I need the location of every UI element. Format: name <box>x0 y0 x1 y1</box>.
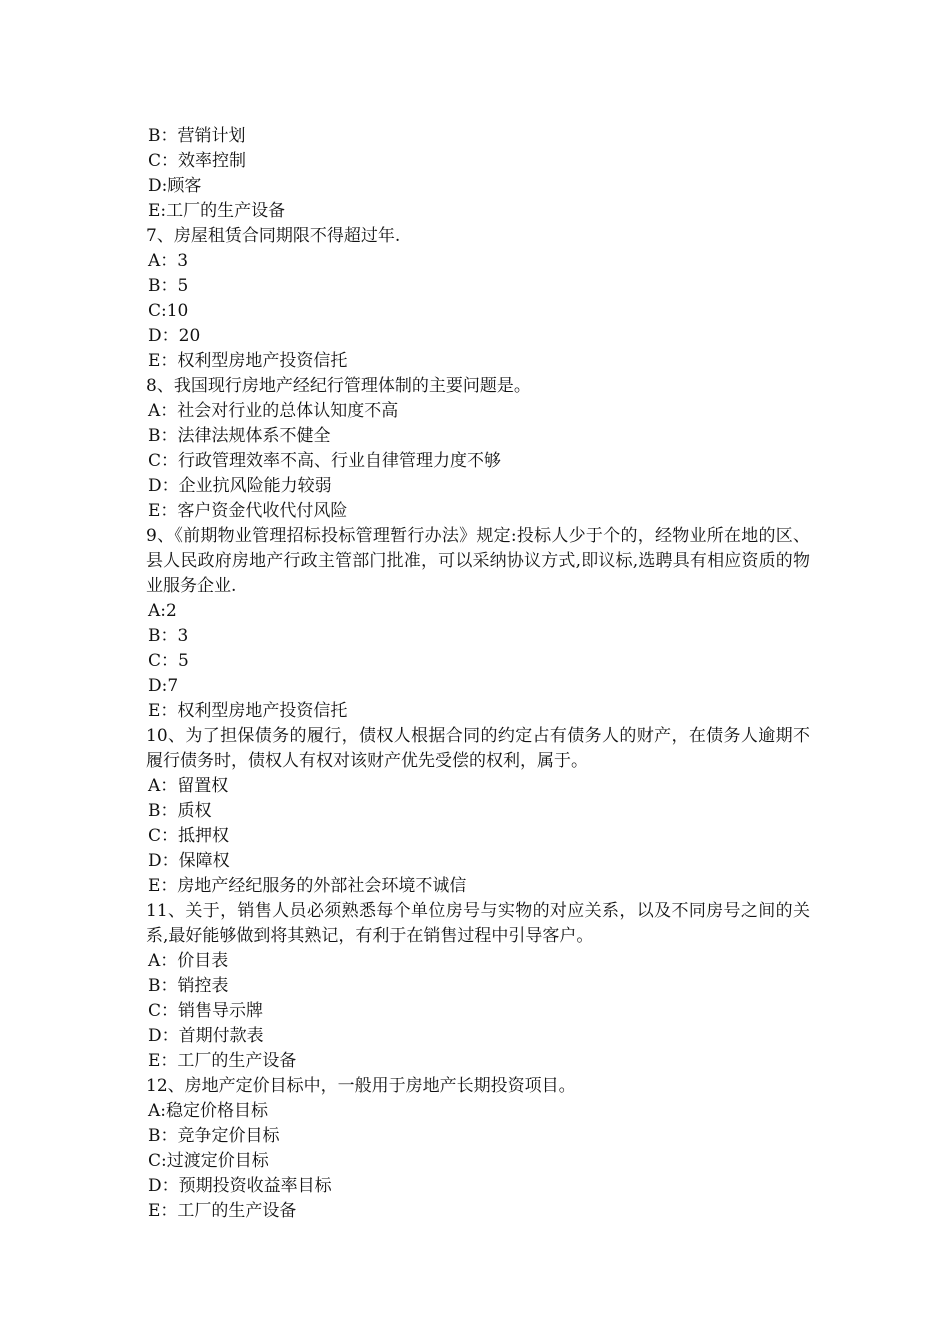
option-line: E：房地产经纪服务的外部社会环境不诚信 <box>148 876 467 896</box>
question-9-text: 9、《前期物业管理招标投标管理暂行办法》规定:投标人少于个的，经物业所在地的区、县人民政府房地产行政主管部门批准，可以采纳协议方式,即议标,选聘具有相应资质的物业服务企业. <box>146 526 810 596</box>
option-line: C：销售导示牌 <box>148 1001 264 1021</box>
option-line: A：价目表 <box>148 951 229 971</box>
option-line: D：20 <box>148 326 201 346</box>
question-11-text: 11、关于，销售人员必须熟悉每个单位房号与实物的对应关系，以及不同房号之间的关系,最好能够做到将其熟记，有利于在销售过程中引导客户。 <box>146 901 810 946</box>
option-line: B：法律法规体系不健全 <box>148 426 331 446</box>
option-line: C:过渡定价目标 <box>148 1151 269 1171</box>
option-line: E：客户资金代收代付风险 <box>148 501 348 521</box>
option-line: E：工厂的生产设备 <box>148 1201 297 1221</box>
option-line: A:2 <box>148 601 177 621</box>
question-7-text: 7、房屋租赁合同期限不得超过年. <box>146 226 401 246</box>
question-10-text: 10、为了担保债务的履行，债权人根据合同的约定占有债务人的财产，在债务人逾期不履行债务时，债权人有权对该财产优先受偿的权利，属于。 <box>146 726 810 771</box>
option-line: A：留置权 <box>148 776 229 796</box>
option-line: D：保障权 <box>148 851 230 871</box>
option-line: A：社会对行业的总体认知度不高 <box>148 401 399 421</box>
option-line: A：3 <box>148 251 189 271</box>
option-line: B：3 <box>148 626 189 646</box>
option-line: E：工厂的生产设备 <box>148 1051 297 1071</box>
option-line: C:10 <box>148 301 189 321</box>
option-line: B：5 <box>148 276 189 296</box>
option-line: B：竞争定价目标 <box>148 1126 280 1146</box>
option-line: D:顾客 <box>148 176 202 196</box>
option-line: E:工厂的生产设备 <box>148 201 286 221</box>
option-line: B：营销计划 <box>148 126 246 146</box>
document-body <box>146 124 810 1224</box>
option-line: C：5 <box>148 651 189 671</box>
option-line: D：首期付款表 <box>148 1026 264 1046</box>
option-line: C：行政管理效率不高、行业自律管理力度不够 <box>148 451 502 471</box>
option-line: C：效率控制 <box>148 151 247 171</box>
option-line: D:7 <box>148 676 179 696</box>
option-line: B：销控表 <box>148 976 229 996</box>
question-8-text: 8、我国现行房地产经纪行管理体制的主要问题是。 <box>146 376 531 396</box>
option-line: D：企业抗风险能力较弱 <box>148 476 332 496</box>
question-12-text: 12、房地产定价目标中，一般用于房地产长期投资项目。 <box>146 1076 576 1096</box>
option-line: D：预期投资收益率目标 <box>148 1176 332 1196</box>
option-line: C：抵押权 <box>148 826 230 846</box>
option-line: E：权利型房地产投资信托 <box>148 351 348 371</box>
option-line: B：质权 <box>148 801 212 821</box>
option-line: E：权利型房地产投资信托 <box>148 701 348 721</box>
option-line: A:稳定价格目标 <box>148 1101 269 1121</box>
